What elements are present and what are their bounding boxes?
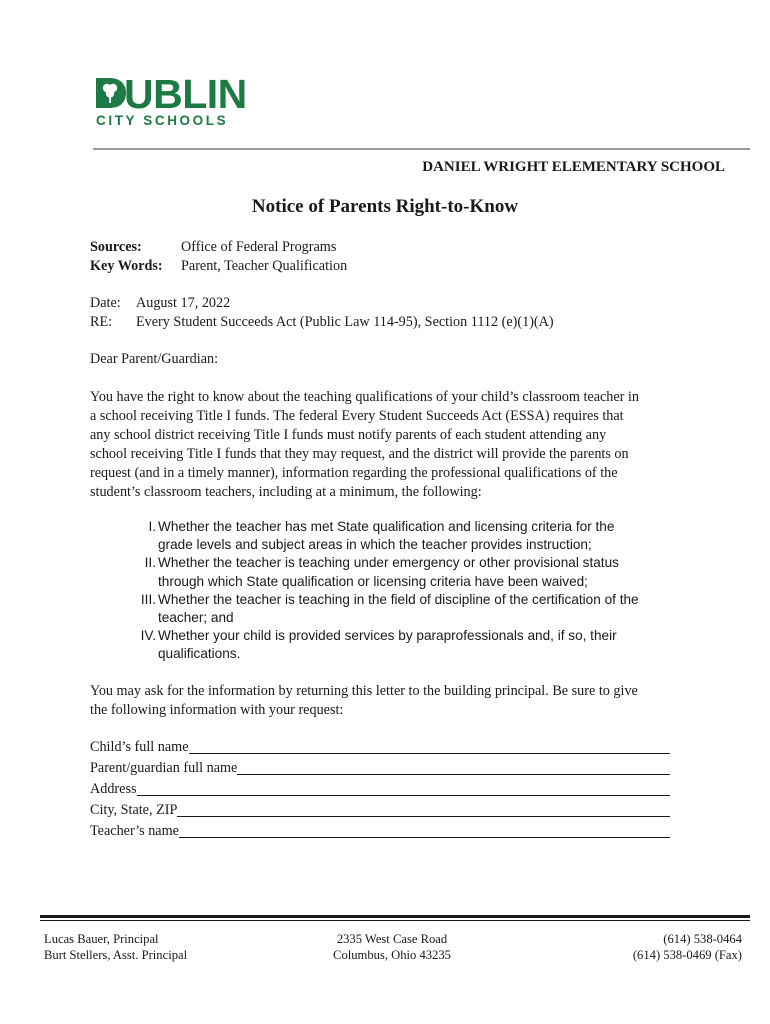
fill-in-line[interactable] (189, 753, 670, 754)
footer-fax: (614) 538-0469 (Fax) (632, 948, 742, 962)
teacher-name-field[interactable] (90, 822, 670, 841)
footer-divider-thin (40, 920, 750, 921)
paragraph-line: school receiving Title I funds that they may request, and the district will provide the parents on (90, 446, 629, 462)
header-divider (93, 148, 750, 150)
fill-in-line[interactable] (179, 837, 670, 838)
field-label: Address (90, 781, 137, 797)
address-field[interactable] (90, 780, 670, 799)
intro-paragraph (90, 388, 670, 502)
field-label: City, State, ZIP (90, 802, 178, 818)
list-number: I. (148, 519, 156, 534)
footer-address-city: Columbus, Ohio 43235 (333, 948, 451, 962)
field-label: Child’s full name (90, 739, 189, 755)
child-name-field[interactable] (90, 738, 670, 757)
footer-principal: Lucas Bauer, Principal (44, 932, 159, 946)
request-paragraph (90, 682, 670, 720)
page-title: Notice of Parents Right-to-Know (251, 196, 519, 217)
paragraph-line: You have the right to know about the teaching qualifications of your child’s classroom teacher in (90, 389, 639, 405)
date-value: August 17, 2022 (136, 295, 231, 311)
footer-phone: (614) 538-0464 (663, 932, 742, 946)
footer-asst-principal: Burt Stellers, Asst. Principal (44, 948, 188, 962)
paragraph-line: You may ask for the information by returning this letter to the building principal. Be sure to give (90, 683, 638, 699)
sources-value: Office of Federal Programs (181, 239, 337, 255)
fill-in-line[interactable] (137, 795, 671, 796)
school-name: DANIEL WRIGHT ELEMENTARY SCHOOL (422, 159, 725, 175)
date-label: Date: (90, 295, 121, 311)
re-label: RE: (90, 314, 113, 330)
footer-address-street: 2335 West Case Road (336, 932, 448, 946)
keywords-label: Key Words: (90, 258, 163, 274)
list-number: IV. (140, 628, 156, 644)
list-number: III. (140, 591, 156, 607)
paragraph-line: any school district receiving Title I funds must notify parents of each student attending any (90, 427, 607, 443)
list-item-line: teacher; and (158, 610, 234, 626)
re-value: Every Student Succeeds Act (Public Law 114-95), Section 1112 (e)(1)(A) (136, 314, 554, 330)
list-item-line: through which State qualification or licensing criteria have been waived; (158, 573, 588, 589)
list-item-line: Whether your child is provided services by paraprofessionals and, if so, their (158, 628, 617, 644)
list-item (134, 518, 694, 554)
qualification-list (134, 518, 694, 664)
list-item-line: Whether the teacher is teaching in the field of discipline of the certification of the (158, 591, 639, 607)
list-item (134, 627, 694, 663)
list-item-line: qualifications. (158, 646, 241, 662)
list-item-line: grade levels and subject areas in which the teacher provides instruction; (158, 537, 592, 553)
paragraph-line: the following information with your request: (90, 702, 344, 718)
footer-divider (40, 915, 750, 918)
paragraph-line: request (and in a timely manner), information regarding the professional qualifications of the (90, 465, 618, 481)
logo-subline: CITY SCHOOLS (96, 113, 229, 128)
list-item (134, 554, 694, 590)
shamrock-d-icon (96, 76, 126, 110)
list-item-line: Whether the teacher is teaching under emergency or other provisional status (158, 555, 619, 571)
paragraph-line: a school receiving Title I funds. The federal Every Student Succeeds Act (ESSA) requires that (90, 408, 624, 424)
sources-label: Sources: (90, 239, 142, 255)
fill-in-line[interactable] (237, 774, 670, 775)
field-label: Teacher’s name (90, 823, 179, 839)
list-item-line: Whether the teacher has met State qualification and licensing criteria for the (158, 519, 615, 534)
field-label: Parent/guardian full name (90, 760, 238, 776)
paragraph-line: student’s classroom teachers, including at a minimum, the following: (90, 484, 482, 500)
list-item (134, 591, 694, 627)
list-number: II. (144, 555, 156, 571)
keywords-value: Parent, Teacher Qualification (181, 258, 348, 274)
fill-in-line[interactable] (177, 816, 670, 817)
parent-name-field[interactable] (90, 759, 670, 778)
logo-wordmark: UBLIN (124, 71, 247, 117)
city-state-zip-field[interactable] (90, 801, 670, 820)
salutation: Dear Parent/Guardian: (90, 351, 219, 367)
